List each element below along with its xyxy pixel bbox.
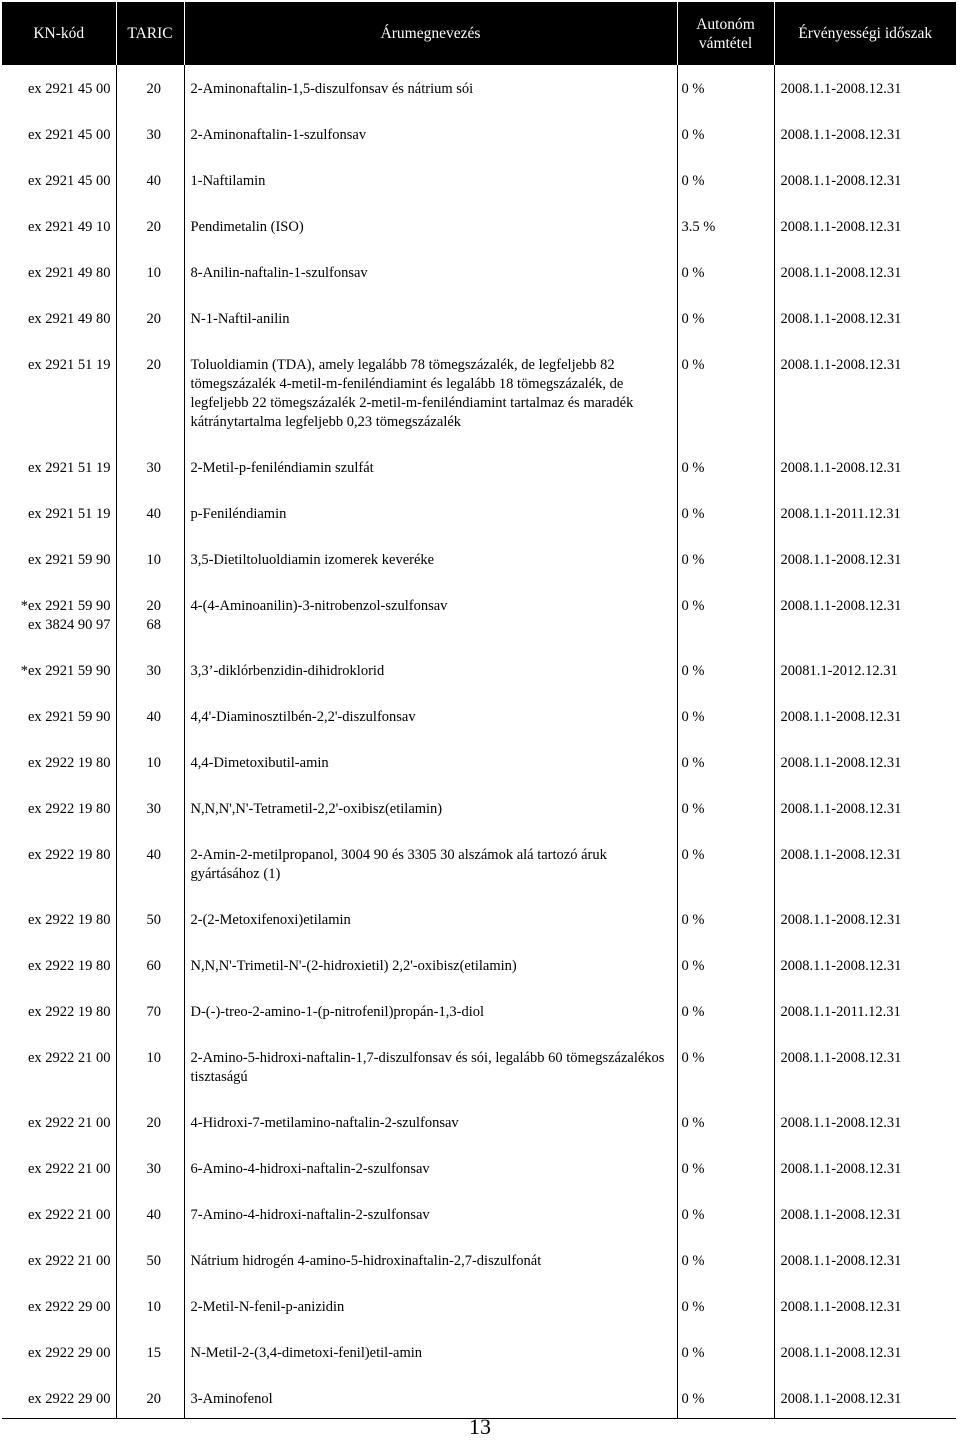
- description-cell: 6-Amino-4-hidroxi-naftalin-2-szulfonsav: [184, 1158, 677, 1204]
- kn-code-cell: [2, 706, 116, 752]
- description-cell: 2-(2-Metoxifenoxi)etilamin: [184, 909, 677, 955]
- table-row: [2, 909, 956, 955]
- taric-code: 20: [146, 311, 161, 327]
- rate-cell: 0 %: [677, 1204, 774, 1250]
- description-cell: Toluoldiamin (TDA), amely legalább 78 tömegszázalék, de legfeljebb 82 tömegszázalék 4-metil-m-feniléndiamint és legalább 18 tömegszázalék, de legfeljebb 22 tömegszázalék 2-metil-m-feniléndiamint tartalmaz és maradék kátránytartalma legfeljebb 0,23 tömegszázalék: [184, 354, 677, 457]
- kn-code: ex 2922 19 80: [27, 755, 111, 771]
- description-cell: 1-Naftilamin: [184, 170, 677, 216]
- taric-code: 20: [146, 219, 161, 235]
- kn-code: ex 2921 51 19: [27, 357, 111, 373]
- validity-cell: 2008.1.1-2011.12.31: [774, 1001, 956, 1047]
- taric-cell: [116, 752, 184, 798]
- taric-cell: [116, 1342, 184, 1388]
- table-row: [2, 1296, 956, 1342]
- taric-cell: [116, 354, 184, 457]
- kn-code-cell: [2, 595, 116, 660]
- kn-code-cell: [2, 262, 116, 308]
- rate-cell: 0 %: [677, 844, 774, 909]
- validity-cell: 2008.1.1-2008.12.31: [774, 354, 956, 457]
- taric-cell: [116, 1112, 184, 1158]
- rate-cell: 0 %: [677, 1001, 774, 1047]
- taric-code: 10: [146, 265, 161, 281]
- table-row: [2, 798, 956, 844]
- table-row: [2, 503, 956, 549]
- taric-cell: [116, 503, 184, 549]
- taric-cell: [116, 124, 184, 170]
- table-body: [2, 65, 956, 1419]
- validity-cell: 2008.1.1-2008.12.31: [774, 752, 956, 798]
- description-cell: 3-Aminofenol: [184, 1388, 677, 1419]
- validity-cell: 2008.1.1-2008.12.31: [774, 1204, 956, 1250]
- rate-cell: 0 %: [677, 1112, 774, 1158]
- kn-code: ex 2922 29 00: [27, 1345, 111, 1361]
- taric-code: 20: [146, 357, 161, 373]
- validity-cell: 2008.1.1-2008.12.31: [774, 170, 956, 216]
- kn-code-cell: [2, 1112, 116, 1158]
- table-row: [2, 1112, 956, 1158]
- table-row: [2, 1342, 956, 1388]
- validity-cell: 2008.1.1-2008.12.31: [774, 457, 956, 503]
- kn-code: ex 2921 51 19: [27, 460, 111, 476]
- kn-code: ex 2921 49 80: [27, 265, 111, 281]
- taric-cell: [116, 1001, 184, 1047]
- taric-cell: [116, 1158, 184, 1204]
- kn-code: *ex 2921 59 90: [20, 663, 111, 679]
- table-row: [2, 844, 956, 909]
- rate-cell: 0 %: [677, 955, 774, 1001]
- taric-code: 40: [146, 1207, 161, 1223]
- table-row: [2, 660, 956, 706]
- table-row: [2, 1158, 956, 1204]
- rate-cell: 0 %: [677, 1250, 774, 1296]
- kn-code-cell: [2, 660, 116, 706]
- validity-cell: 2008.1.1-2008.12.31: [774, 65, 956, 124]
- kn-code-cell: [2, 308, 116, 354]
- description-cell: N-Metil-2-(3,4-dimetoxi-fenil)etil-amin: [184, 1342, 677, 1388]
- taric-code: 40: [146, 506, 161, 522]
- rate-cell: 0 %: [677, 354, 774, 457]
- taric-cell: [116, 170, 184, 216]
- kn-code: ex 2921 45 00: [27, 173, 111, 189]
- description-cell: 3,5-Dietiltoluoldiamin izomerek keveréke: [184, 549, 677, 595]
- taric-cell: [116, 1204, 184, 1250]
- validity-cell: 2008.1.1-2011.12.31: [774, 503, 956, 549]
- validity-cell: 2008.1.1-2008.12.31: [774, 124, 956, 170]
- description-cell: 3,3’-diklórbenzidin-dihidroklorid: [184, 660, 677, 706]
- rate-cell: 0 %: [677, 706, 774, 752]
- header-rate-line-2: vámtétel: [698, 34, 753, 52]
- validity-cell: 2008.1.1-2008.12.31: [774, 1296, 956, 1342]
- taric-cell: [116, 909, 184, 955]
- taric-code: 70: [146, 1004, 161, 1020]
- validity-cell: 2008.1.1-2008.12.31: [774, 1250, 956, 1296]
- kn-code-cell: [2, 549, 116, 595]
- description-cell: Pendimetalin (ISO): [184, 216, 677, 262]
- taric-code: 30: [146, 663, 161, 679]
- taric-code: 68: [146, 617, 161, 633]
- table-row: [2, 262, 956, 308]
- taric-cell: [116, 65, 184, 124]
- description-cell: 2-Aminonaftalin-1,5-diszulfonsav és nátrium sói: [184, 65, 677, 124]
- description-cell: 7-Amino-4-hidroxi-naftalin-2-szulfonsav: [184, 1204, 677, 1250]
- header-description: Árumegnevezés: [184, 2, 677, 65]
- rate-cell: 0 %: [677, 798, 774, 844]
- kn-code-cell: [2, 124, 116, 170]
- taric-cell: [116, 1296, 184, 1342]
- kn-code-cell: [2, 1204, 116, 1250]
- validity-cell: 2008.1.1-2008.12.31: [774, 216, 956, 262]
- kn-code: ex 2922 19 80: [27, 912, 111, 928]
- kn-code: ex 2922 19 80: [27, 958, 111, 974]
- kn-code: ex 2922 29 00: [27, 1299, 111, 1315]
- kn-code-cell: [2, 909, 116, 955]
- validity-cell: 2008.1.1-2008.12.31: [774, 1047, 956, 1112]
- rate-cell: 0 %: [677, 1296, 774, 1342]
- taric-code: 10: [146, 1050, 161, 1066]
- kn-code-cell: [2, 65, 116, 124]
- kn-code-cell: [2, 503, 116, 549]
- description-cell: 4-(4-Aminoanilin)-3-nitrobenzol-szulfonsav: [184, 595, 677, 660]
- kn-code: ex 2922 19 80: [27, 801, 111, 817]
- rate-cell: 0 %: [677, 1388, 774, 1419]
- description-cell: 4-Hidroxi-7-metilamino-naftalin-2-szulfonsav: [184, 1112, 677, 1158]
- kn-code: ex 3824 90 97: [27, 617, 111, 633]
- taric-cell: [116, 308, 184, 354]
- kn-code-cell: [2, 798, 116, 844]
- tariff-table: [2, 2, 956, 1419]
- taric-cell: [116, 595, 184, 660]
- kn-code-cell: [2, 1342, 116, 1388]
- validity-cell: 2008.1.1-2008.12.31: [774, 308, 956, 354]
- validity-cell: 2008.1.1-2008.12.31: [774, 798, 956, 844]
- kn-code: ex 2922 21 00: [27, 1050, 111, 1066]
- taric-code: 30: [146, 127, 161, 143]
- table-header-row: [2, 2, 956, 65]
- taric-code: 40: [146, 709, 161, 725]
- taric-code: 10: [146, 552, 161, 568]
- kn-code: ex 2921 45 00: [27, 81, 111, 97]
- description-cell: 2-Aminonaftalin-1-szulfonsav: [184, 124, 677, 170]
- description-cell: 8-Anilin-naftalin-1-szulfonsav: [184, 262, 677, 308]
- kn-code-cell: [2, 1047, 116, 1112]
- table-row: [2, 354, 956, 457]
- taric-code: 10: [146, 1299, 161, 1315]
- kn-code: ex 2922 21 00: [27, 1115, 111, 1131]
- kn-code: ex 2921 45 00: [27, 127, 111, 143]
- header-autonomous-rate: [677, 2, 774, 65]
- kn-code-cell: [2, 955, 116, 1001]
- rate-cell: 3.5 %: [677, 216, 774, 262]
- description-cell: 2-Metil-p-feniléndiamin szulfát: [184, 457, 677, 503]
- taric-cell: [116, 216, 184, 262]
- taric-cell: [116, 798, 184, 844]
- kn-code-cell: [2, 354, 116, 457]
- table-row: [2, 706, 956, 752]
- kn-code: ex 2922 21 00: [27, 1253, 111, 1269]
- description-cell: N,N,N'-Trimetil-N'-(2-hidroxietil) 2,2'-oxibisz(etilamin): [184, 955, 677, 1001]
- taric-code: 60: [146, 958, 161, 974]
- rate-cell: 0 %: [677, 660, 774, 706]
- rate-cell: 0 %: [677, 1342, 774, 1388]
- table-row: [2, 170, 956, 216]
- kn-code-cell: [2, 752, 116, 798]
- validity-cell: 20081.1-2012.12.31: [774, 660, 956, 706]
- table-row: [2, 65, 956, 124]
- header-rate-line-1: Autonóm: [696, 15, 755, 33]
- description-cell: 4,4'-Diaminosztilbén-2,2'-diszulfonsav: [184, 706, 677, 752]
- taric-code: 15: [146, 1345, 161, 1361]
- taric-cell: [116, 549, 184, 595]
- table-row: [2, 308, 956, 354]
- rate-cell: 0 %: [677, 457, 774, 503]
- validity-cell: 2008.1.1-2008.12.31: [774, 595, 956, 660]
- kn-code-cell: [2, 844, 116, 909]
- table-row: [2, 457, 956, 503]
- rate-cell: 0 %: [677, 65, 774, 124]
- validity-cell: 2008.1.1-2008.12.31: [774, 706, 956, 752]
- kn-code: ex 2921 51 19: [27, 506, 111, 522]
- rate-cell: 0 %: [677, 124, 774, 170]
- table-row: [2, 124, 956, 170]
- taric-cell: [116, 955, 184, 1001]
- rate-cell: 0 %: [677, 595, 774, 660]
- validity-cell: 2008.1.1-2008.12.31: [774, 262, 956, 308]
- description-cell: D-(-)-treo-2-amino-1-(p-nitrofenil)propán-1,3-diol: [184, 1001, 677, 1047]
- validity-cell: 2008.1.1-2008.12.31: [774, 909, 956, 955]
- taric-code: 50: [146, 1253, 161, 1269]
- table-row: [2, 1250, 956, 1296]
- taric-code: 30: [146, 801, 161, 817]
- rate-cell: 0 %: [677, 308, 774, 354]
- kn-code: ex 2921 49 10: [27, 219, 111, 235]
- taric-cell: [116, 660, 184, 706]
- kn-code: ex 2922 21 00: [27, 1207, 111, 1223]
- validity-cell: 2008.1.1-2008.12.31: [774, 1388, 956, 1419]
- validity-cell: 2008.1.1-2008.12.31: [774, 1112, 956, 1158]
- taric-code: 30: [146, 460, 161, 476]
- table-row: [2, 1047, 956, 1112]
- table-row: [2, 955, 956, 1001]
- header-taric: TARIC: [116, 2, 184, 65]
- description-cell: 2-Amin-2-metilpropanol, 3004 90 és 3305 30 alszámok alá tartozó áruk gyártásához (1): [184, 844, 677, 909]
- kn-code: ex 2921 59 90: [27, 552, 111, 568]
- rate-cell: 0 %: [677, 909, 774, 955]
- kn-code: *ex 2921 59 90: [20, 598, 111, 614]
- table-row: [2, 1001, 956, 1047]
- kn-code: ex 2922 19 80: [27, 847, 111, 863]
- taric-code: 20: [146, 1391, 161, 1407]
- validity-cell: 2008.1.1-2008.12.31: [774, 1342, 956, 1388]
- rate-cell: 0 %: [677, 170, 774, 216]
- taric-code: 10: [146, 755, 161, 771]
- taric-cell: [116, 1250, 184, 1296]
- rate-cell: 0 %: [677, 1047, 774, 1112]
- table-row: [2, 1204, 956, 1250]
- taric-cell: [116, 1047, 184, 1112]
- taric-code: 40: [146, 173, 161, 189]
- taric-code: 50: [146, 912, 161, 928]
- description-cell: N-1-Naftil-anilin: [184, 308, 677, 354]
- rate-cell: 0 %: [677, 1158, 774, 1204]
- description-cell: 2-Amino-5-hidroxi-naftalin-1,7-diszulfonsav és sói, legalább 60 tömegszázalékos tisztaságú: [184, 1047, 677, 1112]
- rate-cell: 0 %: [677, 503, 774, 549]
- kn-code: ex 2922 19 80: [27, 1004, 111, 1020]
- kn-code: ex 2921 49 80: [27, 311, 111, 327]
- taric-cell: [116, 457, 184, 503]
- kn-code: ex 2922 29 00: [27, 1391, 111, 1407]
- table-row: [2, 595, 956, 660]
- validity-cell: 2008.1.1-2008.12.31: [774, 1158, 956, 1204]
- rate-cell: 0 %: [677, 549, 774, 595]
- description-cell: 4,4-Dimetoxibutil-amin: [184, 752, 677, 798]
- kn-code-cell: [2, 216, 116, 262]
- taric-code: 40: [146, 847, 161, 863]
- taric-cell: [116, 706, 184, 752]
- validity-cell: 2008.1.1-2008.12.31: [774, 549, 956, 595]
- header-kn-code: KN-kód: [2, 2, 116, 65]
- description-cell: Nátrium hidrogén 4-amino-5-hidroxinaftalin-2,7-diszulfonát: [184, 1250, 677, 1296]
- table-row: [2, 549, 956, 595]
- table-row: [2, 752, 956, 798]
- kn-code-cell: [2, 1296, 116, 1342]
- taric-cell: [116, 844, 184, 909]
- kn-code-cell: [2, 457, 116, 503]
- kn-code: ex 2921 59 90: [27, 709, 111, 725]
- header-validity-period: Érvényességi időszak: [774, 2, 956, 65]
- kn-code-cell: [2, 1001, 116, 1047]
- rate-cell: 0 %: [677, 752, 774, 798]
- taric-code: 20: [146, 598, 161, 614]
- description-cell: p-Feniléndiamin: [184, 503, 677, 549]
- validity-cell: 2008.1.1-2008.12.31: [774, 844, 956, 909]
- taric-cell: [116, 262, 184, 308]
- validity-cell: 2008.1.1-2008.12.31: [774, 955, 956, 1001]
- kn-code-cell: [2, 1250, 116, 1296]
- description-cell: N,N,N',N'-Tetrametil-2,2'-oxibisz(etilamin): [184, 798, 677, 844]
- taric-code: 20: [146, 1115, 161, 1131]
- kn-code: ex 2922 21 00: [27, 1161, 111, 1177]
- page-number: 13: [469, 1414, 491, 1439]
- kn-code-cell: [2, 1158, 116, 1204]
- table-row: [2, 216, 956, 262]
- description-cell: 2-Metil-N-fenil-p-anizidin: [184, 1296, 677, 1342]
- taric-code: 20: [146, 81, 161, 97]
- taric-code: 30: [146, 1161, 161, 1177]
- kn-code-cell: [2, 170, 116, 216]
- rate-cell: 0 %: [677, 262, 774, 308]
